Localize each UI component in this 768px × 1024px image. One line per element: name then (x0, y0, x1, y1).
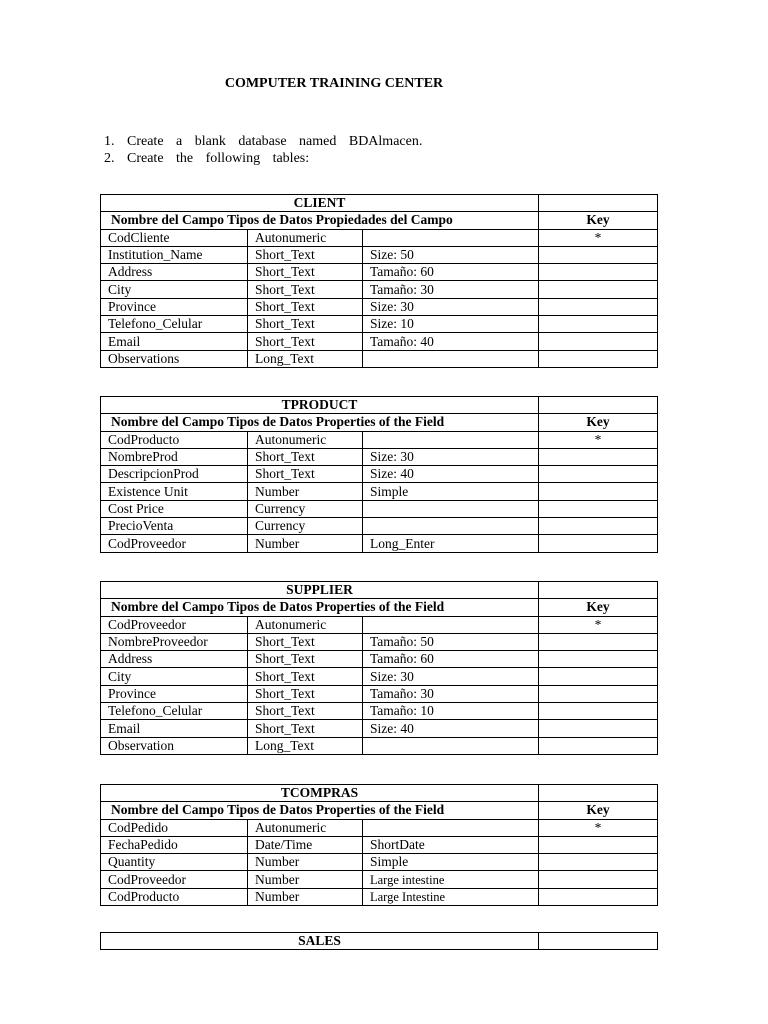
data-type-cell: Autonumeric (248, 819, 363, 836)
field-name-cell: Email (101, 333, 248, 350)
table-row (101, 316, 658, 333)
field-name-cell: Existence Unit (101, 483, 248, 500)
field-properties-cell (363, 500, 539, 517)
field-properties-cell: Size: 30 (363, 448, 539, 465)
table-row (101, 633, 658, 650)
data-type-cell: Short_Text (248, 298, 363, 315)
table-title-row (101, 933, 658, 950)
table-header-row (101, 802, 658, 819)
field-properties-cell: Large intestine (363, 871, 539, 888)
field-properties-cell: Tamaño: 60 (363, 264, 539, 281)
table-row (101, 888, 658, 905)
field-properties-cell: Tamaño: 40 (363, 333, 539, 350)
field-name-cell: Telefono_Celular (101, 703, 248, 720)
field-name-cell: CodPedido (101, 819, 248, 836)
data-type-cell: Short_Text (248, 668, 363, 685)
field-properties-cell: Tamaño: 50 (363, 633, 539, 650)
field-name-cell: CodCliente (101, 229, 248, 246)
data-type-cell: Number (248, 483, 363, 500)
table-title: SUPPLIER (101, 582, 539, 599)
table-row (101, 518, 658, 535)
table-row (101, 703, 658, 720)
table-row (101, 535, 658, 552)
data-type-cell: Currency (248, 518, 363, 535)
field-properties-cell: Simple (363, 854, 539, 871)
data-type-cell: Autonumeric (248, 431, 363, 448)
field-name-cell: DescripcionProd (101, 466, 248, 483)
data-type-cell: Number (248, 535, 363, 552)
field-name-cell: CodProducto (101, 888, 248, 905)
field-name-cell: CodProducto (101, 431, 248, 448)
table-row (101, 616, 658, 633)
table-row (101, 298, 658, 315)
table-row (101, 350, 658, 367)
column-headers-text: Nombre del Campo Tipos de Datos Properties of the Field (111, 414, 445, 430)
key-cell: * (539, 431, 658, 448)
table-title-key-cell (539, 785, 658, 802)
data-type-cell: Autonumeric (248, 229, 363, 246)
table-row (101, 500, 658, 517)
table-row (101, 229, 658, 246)
field-name-cell: CodProveedor (101, 535, 248, 552)
field-name-cell: FechaPedido (101, 836, 248, 853)
table-header-row (101, 414, 658, 431)
supplier-table (100, 581, 658, 755)
field-properties-cell: Tamaño: 30 (363, 281, 539, 298)
field-name-cell: Address (101, 264, 248, 281)
data-type-cell: Short_Text (248, 685, 363, 702)
key-cell (539, 737, 658, 754)
key-cell (539, 720, 658, 737)
table-row (101, 466, 658, 483)
key-column-header: Key (539, 212, 658, 229)
field-name-cell: Province (101, 685, 248, 702)
client-table (100, 194, 658, 368)
table-row (101, 264, 658, 281)
table-title-key-cell (539, 195, 658, 212)
field-name-cell: Email (101, 720, 248, 737)
key-cell (539, 264, 658, 281)
sales-table (100, 932, 658, 950)
key-cell (539, 703, 658, 720)
table-row (101, 720, 658, 737)
column-headers (101, 802, 539, 819)
field-properties-cell: Size: 30 (363, 668, 539, 685)
key-cell (539, 466, 658, 483)
tcompras-table (100, 784, 658, 906)
key-cell (539, 836, 658, 853)
table-row (101, 668, 658, 685)
field-properties-cell: Size: 40 (363, 466, 539, 483)
field-properties-cell: Tamaño: 10 (363, 703, 539, 720)
instruction-item (104, 133, 422, 150)
data-type-cell: Short_Text (248, 316, 363, 333)
field-properties-cell: Simple (363, 483, 539, 500)
data-type-cell: Long_Text (248, 737, 363, 754)
field-properties-cell: Long_Enter (363, 535, 539, 552)
table-title-key-cell (539, 933, 658, 950)
table-row (101, 246, 658, 263)
column-headers (101, 212, 539, 229)
table-row (101, 651, 658, 668)
key-cell (539, 246, 658, 263)
key-cell (539, 281, 658, 298)
instruction-number: 2. (104, 151, 115, 166)
table-row (101, 871, 658, 888)
table-title-key-cell (539, 582, 658, 599)
field-properties-cell: Tamaño: 60 (363, 651, 539, 668)
field-properties-cell (363, 616, 539, 633)
field-name-cell: NombreProd (101, 448, 248, 465)
field-properties-cell: Large Intestine (363, 888, 539, 905)
table-header-row (101, 212, 658, 229)
key-cell (539, 854, 658, 871)
table-row (101, 819, 658, 836)
key-cell (539, 668, 658, 685)
data-type-cell: Short_Text (248, 448, 363, 465)
field-properties-cell: ShortDate (363, 836, 539, 853)
key-cell (539, 350, 658, 367)
field-properties-cell: Size: 30 (363, 298, 539, 315)
key-column-header: Key (539, 414, 658, 431)
data-type-cell: Short_Text (248, 703, 363, 720)
key-cell: * (539, 616, 658, 633)
table-title: CLIENT (101, 195, 539, 212)
table-row (101, 685, 658, 702)
key-cell (539, 298, 658, 315)
field-name-cell: Address (101, 651, 248, 668)
field-properties-cell: Size: 50 (363, 246, 539, 263)
table-title-row (101, 397, 658, 414)
field-properties-cell (363, 431, 539, 448)
table-row (101, 333, 658, 350)
data-type-cell: Date/Time (248, 836, 363, 853)
key-cell (539, 333, 658, 350)
key-cell (539, 448, 658, 465)
column-headers-text: Nombre del Campo Tipos de Datos Properties of the Field (111, 802, 445, 818)
table-row (101, 854, 658, 871)
field-name-cell: Cost Price (101, 500, 248, 517)
page-title: COMPUTER TRAINING CENTER (224, 76, 444, 91)
tproduct-table (100, 396, 658, 553)
field-name-cell: CodProveedor (101, 871, 248, 888)
key-cell (539, 871, 658, 888)
column-headers-text: Nombre del Campo Tipos de Datos Properties of the Field (111, 599, 445, 615)
key-column-header: Key (539, 599, 658, 616)
table-header-row (101, 599, 658, 616)
key-column-header: Key (539, 802, 658, 819)
data-type-cell: Short_Text (248, 466, 363, 483)
key-cell (539, 651, 658, 668)
field-name-cell: Institution_Name (101, 246, 248, 263)
table-title: TCOMPRAS (101, 785, 539, 802)
key-cell: * (539, 819, 658, 836)
key-cell (539, 888, 658, 905)
table-row (101, 431, 658, 448)
data-type-cell: Autonumeric (248, 616, 363, 633)
table-title-row (101, 582, 658, 599)
key-cell (539, 518, 658, 535)
field-properties-cell (363, 737, 539, 754)
data-type-cell: Short_Text (248, 633, 363, 650)
column-headers-text: Nombre del Campo Tipos de Datos Propiedades del Campo (111, 212, 453, 228)
table-title-row (101, 195, 658, 212)
field-name-cell: Province (101, 298, 248, 315)
table-row (101, 448, 658, 465)
field-name-cell: Quantity (101, 854, 248, 871)
key-cell (539, 685, 658, 702)
data-type-cell: Currency (248, 500, 363, 517)
table-title: SALES (101, 933, 539, 950)
data-type-cell: Number (248, 854, 363, 871)
field-properties-cell (363, 518, 539, 535)
instruction-text: Create the following tables: (127, 151, 310, 166)
data-type-cell: Short_Text (248, 651, 363, 668)
instruction-text: Create a blank database named BDAlmacen. (127, 134, 423, 149)
key-cell (539, 500, 658, 517)
data-type-cell: Short_Text (248, 264, 363, 281)
table-row (101, 836, 658, 853)
key-cell (539, 316, 658, 333)
table-row (101, 483, 658, 500)
instructions-list (104, 133, 422, 167)
field-name-cell: CodProveedor (101, 616, 248, 633)
field-properties-cell (363, 350, 539, 367)
key-cell (539, 535, 658, 552)
field-properties-cell: Size: 10 (363, 316, 539, 333)
field-name-cell: Observation (101, 737, 248, 754)
data-type-cell: Short_Text (248, 246, 363, 263)
key-cell: * (539, 229, 658, 246)
table-title-key-cell (539, 397, 658, 414)
field-name-cell: PrecioVenta (101, 518, 248, 535)
data-type-cell: Short_Text (248, 333, 363, 350)
data-type-cell: Short_Text (248, 281, 363, 298)
data-type-cell: Short_Text (248, 720, 363, 737)
field-name-cell: Observations (101, 350, 248, 367)
table-title: TPRODUCT (101, 397, 539, 414)
data-type-cell: Long_Text (248, 350, 363, 367)
data-type-cell: Number (248, 871, 363, 888)
data-type-cell: Number (248, 888, 363, 905)
instruction-number: 1. (104, 134, 115, 149)
key-cell (539, 633, 658, 650)
field-properties-cell (363, 819, 539, 836)
column-headers (101, 599, 539, 616)
table-row (101, 281, 658, 298)
field-name-cell: City (101, 668, 248, 685)
field-properties-cell: Size: 40 (363, 720, 539, 737)
table-title-row (101, 785, 658, 802)
key-cell (539, 483, 658, 500)
field-name-cell: Telefono_Celular (101, 316, 248, 333)
instruction-item (104, 150, 422, 167)
field-name-cell: City (101, 281, 248, 298)
field-properties-cell (363, 229, 539, 246)
column-headers (101, 414, 539, 431)
field-name-cell: NombreProveedor (101, 633, 248, 650)
table-row (101, 737, 658, 754)
field-properties-cell: Tamaño: 30 (363, 685, 539, 702)
